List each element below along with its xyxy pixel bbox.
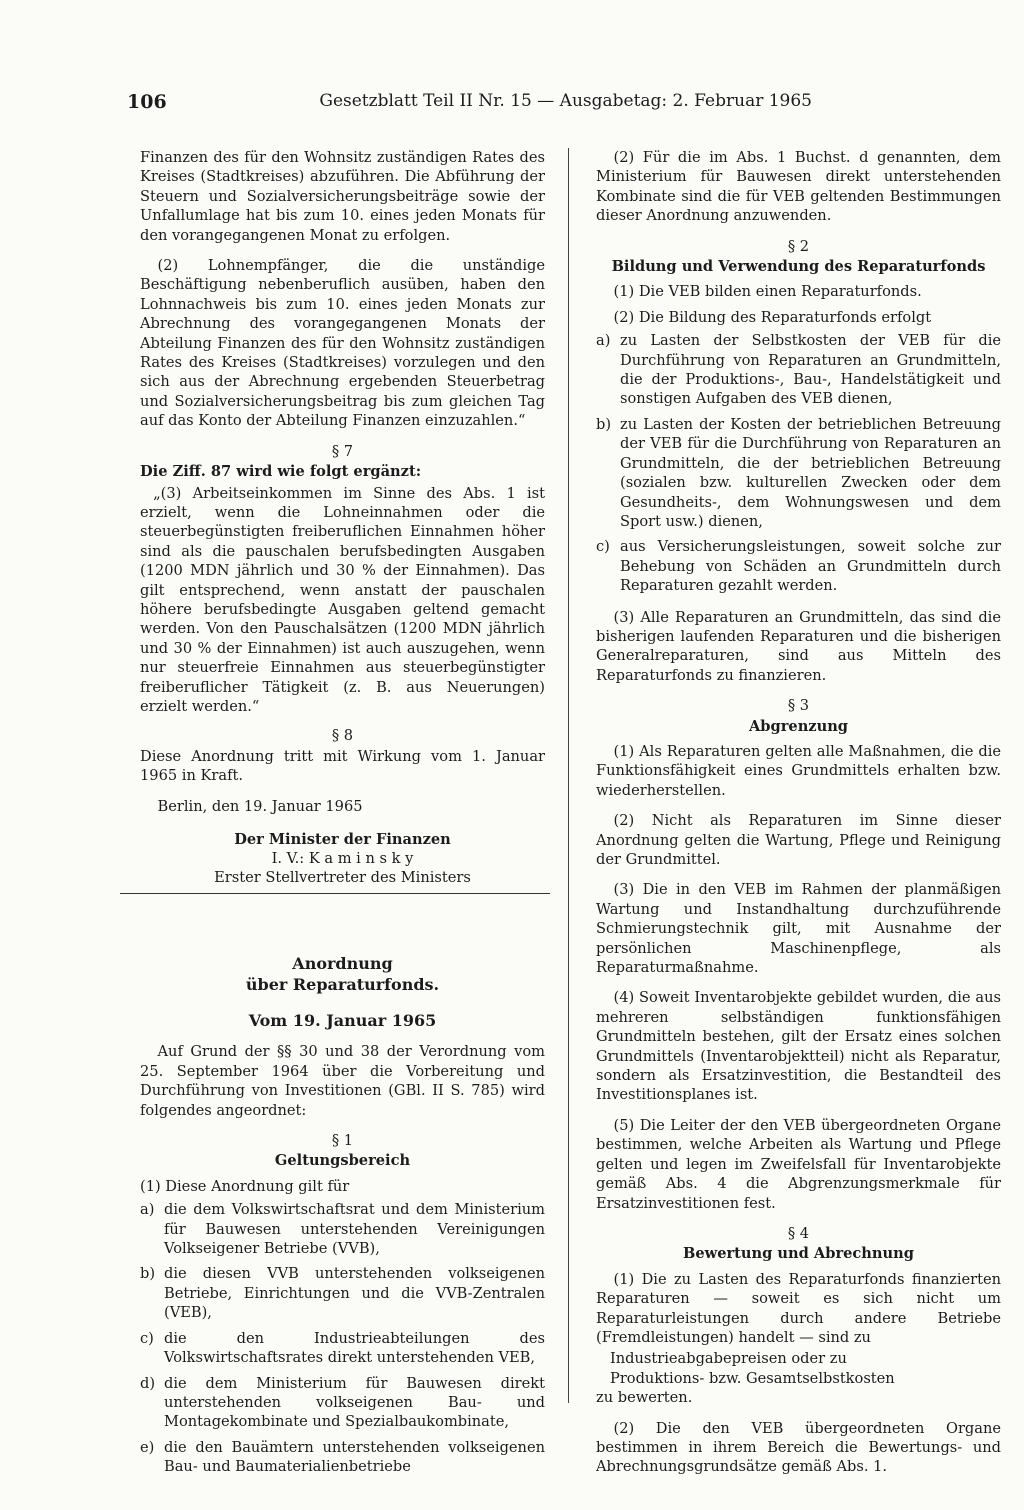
list-label: d) xyxy=(140,1374,156,1392)
list-item xyxy=(140,1374,545,1432)
amendment-heading: Die Ziff. 87 wird wie folgt ergänzt: xyxy=(140,463,422,481)
signature-name: I. V.: K a m i n s k y xyxy=(271,850,414,867)
list-item xyxy=(596,331,1001,409)
paragraph: (1) Die VEB bilden einen Reparaturfonds. xyxy=(613,283,922,301)
list-text: zu Lasten der Kosten der betrieblichen Betreuung der VEB für die Durchführung von Reparaturen an Grundmitteln, die der betrieblichen Betreuung (sozialen bzw. kulturellen Zwecken oder dem Gesundheits-, dem Wohnungswesen und dem Sport usw.) dienen, xyxy=(620,415,1001,530)
right-column xyxy=(596,148,1001,1488)
section-heading: Geltungsbereich xyxy=(274,1152,411,1170)
valuation-option: Industrieabgabepreisen oder zu xyxy=(610,1350,847,1368)
list-item xyxy=(140,1329,545,1368)
list-item xyxy=(140,1438,545,1477)
paragraph: (1) Als Reparaturen gelten alle Maßnahmen, die die Funktionsfähigkeit eines Grundmittels erhalten bzw. wiederherstellen. xyxy=(596,742,1001,799)
section-number: § 1 xyxy=(331,1132,354,1150)
column-divider xyxy=(568,148,569,1403)
signature-title: Der Minister der Finanzen xyxy=(234,831,451,848)
paragraph: Diese Anordnung tritt mit Wirkung vom 1. Januar 1965 in Kraft. xyxy=(140,747,545,785)
list-item xyxy=(596,537,1001,595)
preamble: Auf Grund der §§ 30 und 38 der Verordnung vom 25. September 1964 über die Vorbereitung und Durchführung von Investitionen (GBl. II S. 785) wird folgendes angeordnet: xyxy=(140,1043,545,1119)
list-item xyxy=(140,1200,545,1258)
list-label: b) xyxy=(140,1265,156,1283)
list-label: c) xyxy=(596,538,610,556)
list-label: a) xyxy=(596,332,611,350)
list-label: c) xyxy=(140,1329,154,1347)
paragraph: (2) Die den VEB übergeordneten Organe bestimmen in ihrem Bereich die Bewertungs- und Abrechnungsgrundsätze gemäß Abs. 1. xyxy=(596,1419,1001,1476)
paragraph: Finanzen des für den Wohnsitz zuständigen Rates des Kreises (Stadtkreises) abzuführen. Die Abführung der Steuern und Sozialversicherungsbeiträge sowie der Unfallumlage hat bis zum 10. eines jeden Monats für den vorangegangenen Monat zu erfolgen. xyxy=(140,149,545,244)
page-number: 106 xyxy=(127,91,167,113)
paragraph: (3) Alle Reparaturen an Grundmitteln, das sind die bisherigen laufenden Reparaturen und die bisherigen Generalreparaturen, sind aus Mitteln des Reparaturfonds zu finanzieren. xyxy=(596,608,1001,684)
section-number: § 4 xyxy=(787,1224,810,1242)
paragraph-end: zu bewerten. xyxy=(596,1389,693,1407)
valuation-option: Produktions- bzw. Gesamtselbstkosten xyxy=(610,1369,895,1387)
section-heading: Bildung und Verwendung des Reparaturfonds xyxy=(611,258,986,276)
document-title: Anordnung xyxy=(292,954,393,973)
left-column xyxy=(140,148,545,1483)
section-number: § 2 xyxy=(787,237,810,255)
list-item xyxy=(140,1264,545,1322)
page-header xyxy=(127,91,812,115)
paragraph: (1) Diese Anordnung gilt für xyxy=(140,1177,350,1195)
list-text: zu Lasten der Selbstkosten der VEB für die Durchführung von Reparaturen an Grundmitteln, die der Produktions-, Bau-, Handelstätigkeit und sonstigen Aufgaben des VEB dienen, xyxy=(620,332,1001,408)
section-heading: Abgrenzung xyxy=(748,717,849,735)
section-number: § 7 xyxy=(331,442,354,460)
paragraph: (2) Die Bildung des Reparaturfonds erfolgt xyxy=(613,308,932,326)
list-text: die dem Ministerium für Bauwesen direkt unterstehenden volkseigenen Bau- und Montagekombinate und Spezialbaukombinate, xyxy=(164,1374,545,1431)
list-text: die diesen VVB unterstehenden volkseigenen Betriebe, Einrichtungen und die VVB-Zentralen (VEB), xyxy=(164,1265,545,1322)
paragraph: (2) Für die im Abs. 1 Buchst. d genannten, dem Ministerium für Bauwesen direkt unterstehenden Kombinate sind die für VEB geltenden Bestimmungen dieser Anordnung anzuwenden. xyxy=(596,149,1001,225)
list-text: die den Industrieabteilungen des Volkswirtschaftsrates direkt unterstehenden VEB, xyxy=(164,1329,545,1367)
document-subtitle: über Reparaturfonds. xyxy=(245,975,440,994)
paragraph: (2) Lohnempfänger, die die unständige Beschäftigung nebenberuflich ausüben, haben den Lohnnachweis bis zum 10. eines jeden Monats zur Abrechnung des vorangegangenen Monats der Abteilung Finanzen des für den Wohnsitz zuständigen Rates des Kreises (Stadtkreises) vorzulegen und den sich aus der Abrechnung ergebenden Steuerbetrag und Sozialversicherungsbeitrag bis zum gleichen Tag auf das Konto der Abteilung Finanzen einzuzahlen.“ xyxy=(140,257,545,430)
list-label: a) xyxy=(140,1201,155,1219)
paragraph: (1) Die zu Lasten des Reparaturfonds finanzierten Reparaturen — soweit es sich nicht um Reparaturleistungen durch andere Betriebe (Fremdleistungen) handelt — sind zu xyxy=(596,1270,1001,1346)
list-label: b) xyxy=(596,415,612,433)
paragraph: (3) Die in den VEB im Rahmen der planmäßigen Wartung und Instandhaltung durchzuführende Schmierungstechnik gilt, mit Ausnahme der persönlichen Maschinenpflege, als Reparaturmaßnahme. xyxy=(596,881,1001,977)
paragraph: (2) Nicht als Reparaturen im Sinne dieser Anordnung gelten die Wartung, Pflege und Reinigung der Grundmittel. xyxy=(596,812,1001,868)
paragraph: (4) Soweit Inventarobjekte gebildet wurden, die aus mehreren selbständigen funktionsfähigen Grundmitteln bestehen, gilt der Ersatz eines solchen Grundmittels (Inventarobjektteil) nicht als Reparatur, sondern als Ersatzinvestition, die Bestandteil des Investitionsplanes ist. xyxy=(596,989,1001,1104)
list-text: aus Versicherungsleistungen, soweit solche zur Behebung von Schäden an Grundmitteln durch Reparaturen gezahlt werden. xyxy=(620,538,1001,595)
quoted-paragraph: „(3) Arbeitseinkommen im Sinne des Abs. 1 ist erzielt, wenn die Lohneinnahmen oder die steuerbegünstigten freiberuflichen Einnahmen höher sind als die pauschalen berufsbedingten Ausgaben (1200 MDN jährlich und 30 % der Einnahmen). Das gilt entsprechend, wenn anstatt der pauschalen höhere berufsbedingte Ausgaben geltend gemacht werden. Von den Pauschalsätzen (1200 MDN jährlich und 30 % der Einnahmen) ist auch auszugehen, wenn nur steuerfreie Einnahmen aus steuerbegünstigter freiberuflicher Tätigkeit (z. B. aus Neuerungen) erzielt werden.“ xyxy=(140,484,545,715)
list-item xyxy=(596,415,1001,531)
signature-role: Erster Stellvertreter des Ministers xyxy=(214,869,471,886)
section-heading: Bewertung und Abrechnung xyxy=(683,1245,914,1263)
section-number: § 8 xyxy=(331,727,354,745)
list-text: die dem Volkswirtschaftsrat und dem Ministerium für Bauwesen unterstehenden Vereinigungen Volkseigener Betriebe (VVB), xyxy=(164,1201,545,1258)
section-number: § 3 xyxy=(787,697,810,715)
list-label: e) xyxy=(140,1438,155,1456)
document-date: Vom 19. Januar 1965 xyxy=(248,1011,437,1030)
list-text: die den Bauämtern unterstehenden volkseigenen Bau- und Baumaterialienbetriebe xyxy=(164,1438,545,1476)
place-date: Berlin, den 19. Januar 1965 xyxy=(157,797,363,815)
paragraph: (5) Die Leiter der den VEB übergeordneten Organe bestimmen, welche Arbeiten als Wartung und Pflege gelten und legen im Zweifelsfall für Inventarobjekte gemäß Abs. 4 die Abgrenzungsmerkmale für Ersatzinvestitionen fest. xyxy=(596,1116,1001,1212)
gazette-title: Gesetzblatt Teil II Nr. 15 — Ausgabetag: 2. Februar 1965 xyxy=(319,91,812,111)
